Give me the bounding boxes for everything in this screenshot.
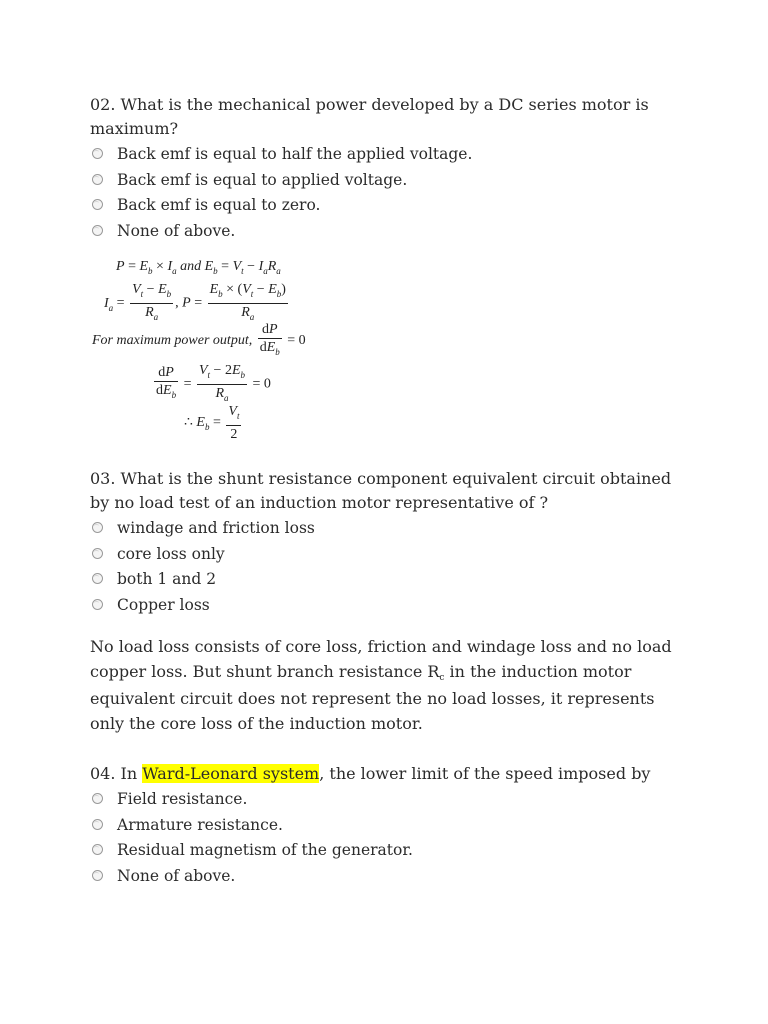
radio-button-icon[interactable]: [92, 548, 103, 559]
highlighted-term: Ward-Leonard system: [142, 764, 320, 783]
question-02-text: 02. What is the mechanical power developed by a DC series motor is maximum?: [90, 95, 649, 138]
option-item[interactable]: [90, 593, 690, 619]
resistance-subscript: c: [439, 672, 445, 683]
radio-button-icon[interactable]: [92, 148, 103, 159]
question-03-text: 03. What is the shunt resistance component equivalent circuit obtained by no load test of an induction motor representative of ?: [90, 469, 672, 512]
option-label: None of above.: [117, 866, 236, 885]
radio-button-icon[interactable]: [92, 599, 103, 610]
option-label: both 1 and 2: [117, 570, 217, 588]
option-item[interactable]: [90, 142, 690, 168]
explanation-text-start: No load loss consists of core loss, friction and windage loss and no load copper loss. But shunt branch resistance R: [90, 637, 672, 681]
option-label: Back emf is equal to applied voltage.: [117, 170, 408, 189]
option-label: Residual magnetism of the generator.: [117, 841, 413, 859]
radio-button-icon[interactable]: [92, 174, 103, 185]
radio-button-icon[interactable]: [92, 844, 103, 855]
radio-button-icon[interactable]: [92, 225, 103, 236]
option-label: core loss only: [117, 544, 225, 563]
option-label: None of above.: [117, 221, 236, 240]
formula-line-1: $P = E_b \times I_a$ and $E_b = V_t - I_aR_a$: [116, 259, 281, 276]
question-02-options: [90, 142, 690, 244]
option-item[interactable]: [90, 516, 690, 542]
question-04-options: [90, 787, 690, 889]
radio-button-icon[interactable]: [92, 522, 103, 533]
formula-line-4: $\frac{dP}{dE_b}$ = $\frac{V_t - 2E_b}{R_a}$ = 0: [152, 362, 271, 407]
option-item[interactable]: [90, 838, 690, 864]
radio-button-icon[interactable]: [92, 870, 103, 881]
option-label: Armature resistance.: [117, 815, 283, 834]
question-04-prefix: 04. In: [90, 764, 143, 783]
radio-button-icon[interactable]: [92, 793, 103, 804]
question-03-options: [90, 516, 690, 618]
option-item[interactable]: [90, 813, 690, 839]
question-04-suffix: , the lower limit of the speed imposed by: [319, 764, 651, 783]
option-label: windage and friction loss: [117, 519, 315, 537]
radio-button-icon[interactable]: [92, 819, 103, 830]
option-item[interactable]: [90, 219, 690, 245]
option-label: Field resistance.: [117, 790, 248, 808]
option-label: Back emf is equal to zero.: [117, 196, 321, 214]
explanation-text-end: in the induction motor equivalent circuit does not represent the no load losses, it represents only the core loss of the induction motor.: [90, 661, 655, 734]
option-label: Back emf is equal to half the applied voltage.: [117, 145, 473, 163]
option-item[interactable]: [90, 193, 690, 219]
option-item[interactable]: [90, 168, 690, 194]
option-item[interactable]: [90, 787, 690, 813]
option-item[interactable]: [90, 567, 690, 593]
radio-button-icon[interactable]: [92, 199, 103, 210]
radio-button-icon[interactable]: [92, 573, 103, 584]
formula-line-2: $I_a$ = $\frac{V_t - E_b}{R_a}$ , P = $\frac{E_b \times (V_t - E_b)}{R_a}$: [104, 281, 290, 326]
option-item[interactable]: [90, 542, 690, 568]
option-label: Copper loss: [117, 595, 210, 614]
option-item[interactable]: [90, 864, 690, 890]
question-04-text: [90, 762, 680, 786]
question-03-explanation: [90, 635, 680, 737]
formula-line-5: ∴ $E_b$ = $\frac{V_t}{2}$: [184, 404, 240, 442]
formula-line-3: For maximum power output, $\frac{dP}{dE_b}$ = 0: [92, 321, 306, 361]
